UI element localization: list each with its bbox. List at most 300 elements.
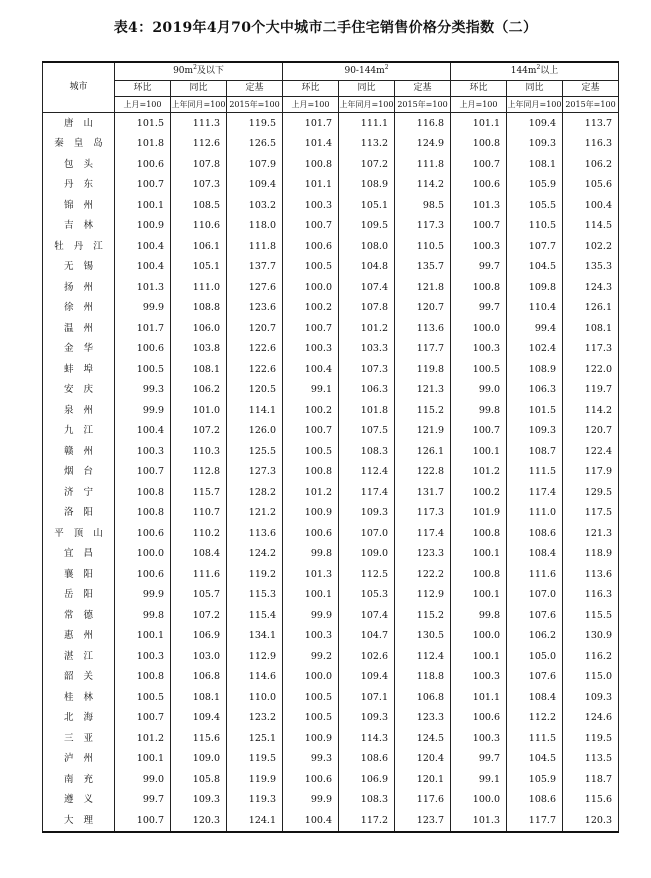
table-row	[43, 646, 619, 667]
sub-header-yoy: 同比	[339, 81, 395, 97]
index-value-cell: 121.3	[563, 523, 619, 544]
table-row	[43, 790, 619, 811]
index-value-cell: 104.5	[507, 749, 563, 770]
index-value-cell: 128.2	[227, 482, 283, 503]
index-value-cell: 100.7	[115, 810, 171, 832]
index-value-cell: 100.0	[283, 277, 339, 298]
index-value-cell: 107.2	[171, 421, 227, 442]
index-value-cell: 100.4	[283, 359, 339, 380]
index-value-cell: 99.8	[451, 400, 507, 421]
group-label: 90m	[173, 66, 194, 76]
index-value-cell: 124.6	[563, 708, 619, 729]
group-sup: 2	[536, 64, 541, 71]
index-value-cell: 119.5	[563, 728, 619, 749]
header-row-sub	[43, 81, 619, 97]
city-cell: 扬州	[43, 277, 115, 298]
sub-header-mom: 环比	[451, 81, 507, 97]
index-value-cell: 102.4	[507, 339, 563, 360]
index-value-cell: 99.8	[115, 605, 171, 626]
index-value-cell: 120.5	[227, 380, 283, 401]
group-label: 90-144m	[344, 66, 385, 76]
index-value-cell: 100.3	[283, 195, 339, 216]
index-value-cell: 111.0	[507, 503, 563, 524]
index-value-cell: 109.3	[171, 790, 227, 811]
index-value-cell: 119.9	[227, 769, 283, 790]
city-cell: 岳阳	[43, 585, 115, 606]
table-row	[43, 400, 619, 421]
table-row	[43, 585, 619, 606]
city-cell: 洛阳	[43, 503, 115, 524]
index-value-cell: 107.5	[339, 421, 395, 442]
index-value-cell: 99.9	[115, 400, 171, 421]
index-value-cell: 100.5	[283, 441, 339, 462]
index-value-cell: 110.5	[395, 236, 451, 257]
index-value-cell: 112.8	[171, 462, 227, 483]
index-value-cell: 100.1	[115, 626, 171, 647]
base-header: 上月=100	[283, 97, 339, 113]
sub-header-yoy: 同比	[507, 81, 563, 97]
index-value-cell: 125.1	[227, 728, 283, 749]
index-value-cell: 101.2	[451, 462, 507, 483]
index-value-cell: 100.0	[451, 790, 507, 811]
index-value-cell: 105.7	[171, 585, 227, 606]
group-sup: 2	[384, 64, 389, 71]
index-value-cell: 99.0	[115, 769, 171, 790]
index-value-cell: 126.0	[227, 421, 283, 442]
index-value-cell: 114.5	[563, 216, 619, 237]
table-row	[43, 708, 619, 729]
table-row	[43, 482, 619, 503]
index-value-cell: 100.4	[563, 195, 619, 216]
sub-header-fixed: 定基	[563, 81, 619, 97]
index-value-cell: 100.1	[451, 585, 507, 606]
index-value-cell: 99.9	[283, 605, 339, 626]
table-row	[43, 749, 619, 770]
index-value-cell: 100.0	[451, 318, 507, 339]
index-value-cell: 105.6	[563, 175, 619, 196]
base-header: 上年同月=100	[507, 97, 563, 113]
table-row	[43, 277, 619, 298]
index-value-cell: 101.2	[283, 482, 339, 503]
index-value-cell: 99.9	[115, 585, 171, 606]
index-value-cell: 100.8	[115, 503, 171, 524]
header-row-groups	[43, 62, 619, 81]
index-value-cell: 108.6	[507, 790, 563, 811]
index-value-cell: 115.7	[171, 482, 227, 503]
index-value-cell: 105.1	[339, 195, 395, 216]
table-row	[43, 134, 619, 155]
table-row	[43, 667, 619, 688]
index-value-cell: 114.1	[227, 400, 283, 421]
index-value-cell: 108.7	[507, 441, 563, 462]
city-cell: 遵义	[43, 790, 115, 811]
index-value-cell: 106.8	[395, 687, 451, 708]
index-value-cell: 99.2	[283, 646, 339, 667]
sub-header-mom: 环比	[283, 81, 339, 97]
base-header: 2015年=100	[563, 97, 619, 113]
index-value-cell: 117.7	[507, 810, 563, 832]
index-value-cell: 100.8	[115, 482, 171, 503]
index-value-cell: 119.8	[395, 359, 451, 380]
index-value-cell: 99.4	[507, 318, 563, 339]
index-value-cell: 127.6	[227, 277, 283, 298]
index-value-cell: 100.8	[451, 564, 507, 585]
city-cell: 泉州	[43, 400, 115, 421]
index-value-cell: 100.1	[115, 195, 171, 216]
index-value-cell: 119.7	[563, 380, 619, 401]
index-value-cell: 117.3	[395, 216, 451, 237]
index-value-cell: 122.6	[227, 339, 283, 360]
index-value-cell: 108.4	[171, 544, 227, 565]
city-cell: 韶关	[43, 667, 115, 688]
index-value-cell: 101.1	[283, 175, 339, 196]
index-value-cell: 101.2	[115, 728, 171, 749]
index-value-cell: 137.7	[227, 257, 283, 278]
index-value-cell: 120.3	[171, 810, 227, 832]
index-value-cell: 103.2	[227, 195, 283, 216]
index-value-cell: 111.6	[507, 564, 563, 585]
sub-header-mom: 环比	[115, 81, 171, 97]
index-value-cell: 101.9	[451, 503, 507, 524]
index-value-cell: 111.3	[171, 113, 227, 134]
city-cell: 襄阳	[43, 564, 115, 585]
index-value-cell: 117.4	[507, 482, 563, 503]
index-value-cell: 108.5	[171, 195, 227, 216]
index-value-cell: 115.0	[563, 667, 619, 688]
base-header: 2015年=100	[395, 97, 451, 113]
index-value-cell: 109.0	[171, 749, 227, 770]
index-value-cell: 116.8	[395, 113, 451, 134]
index-value-cell: 100.5	[283, 708, 339, 729]
group-sup: 2	[193, 64, 197, 71]
index-value-cell: 113.6	[227, 523, 283, 544]
index-value-cell: 112.5	[339, 564, 395, 585]
index-value-cell: 101.1	[451, 113, 507, 134]
index-value-cell: 101.4	[283, 134, 339, 155]
index-value-cell: 109.5	[339, 216, 395, 237]
index-value-cell: 109.3	[339, 708, 395, 729]
index-value-cell: 105.8	[171, 769, 227, 790]
index-value-cell: 120.4	[395, 749, 451, 770]
index-value-cell: 108.3	[339, 441, 395, 462]
index-value-cell: 122.4	[563, 441, 619, 462]
index-value-cell: 126.1	[395, 441, 451, 462]
index-value-cell: 135.3	[563, 257, 619, 278]
index-value-cell: 109.4	[507, 113, 563, 134]
index-value-cell: 100.7	[451, 421, 507, 442]
index-value-cell: 102.2	[563, 236, 619, 257]
index-value-cell: 124.1	[227, 810, 283, 832]
index-value-cell: 106.2	[171, 380, 227, 401]
index-value-cell: 106.2	[563, 154, 619, 175]
base-header: 上年同月=100	[339, 97, 395, 113]
index-value-cell: 122.6	[227, 359, 283, 380]
index-value-cell: 100.5	[115, 687, 171, 708]
index-value-cell: 100.8	[451, 523, 507, 544]
index-value-cell: 99.7	[451, 749, 507, 770]
index-value-cell: 100.2	[451, 482, 507, 503]
index-value-cell: 100.5	[283, 687, 339, 708]
index-value-cell: 100.7	[283, 318, 339, 339]
index-value-cell: 110.0	[227, 687, 283, 708]
index-value-cell: 109.3	[563, 687, 619, 708]
index-value-cell: 126.5	[227, 134, 283, 155]
table-row	[43, 769, 619, 790]
index-value-cell: 114.2	[563, 400, 619, 421]
index-value-cell: 111.0	[171, 277, 227, 298]
index-value-cell: 100.9	[115, 216, 171, 237]
index-value-cell: 106.9	[171, 626, 227, 647]
index-value-cell: 108.1	[507, 154, 563, 175]
index-value-cell: 103.0	[171, 646, 227, 667]
index-value-cell: 113.2	[339, 134, 395, 155]
index-value-cell: 106.9	[339, 769, 395, 790]
index-value-cell: 108.4	[507, 544, 563, 565]
index-value-cell: 116.2	[563, 646, 619, 667]
index-value-cell: 112.6	[171, 134, 227, 155]
index-value-cell: 100.6	[283, 769, 339, 790]
index-value-cell: 118.8	[395, 667, 451, 688]
table-row	[43, 257, 619, 278]
group-header-medium	[283, 62, 451, 81]
index-value-cell: 108.4	[507, 687, 563, 708]
city-cell: 包头	[43, 154, 115, 175]
index-value-cell: 108.9	[507, 359, 563, 380]
table-row	[43, 236, 619, 257]
index-value-cell: 109.3	[339, 503, 395, 524]
index-value-cell: 100.3	[115, 646, 171, 667]
index-value-cell: 115.2	[395, 400, 451, 421]
index-value-cell: 115.6	[171, 728, 227, 749]
index-value-cell: 115.6	[563, 790, 619, 811]
table-row	[43, 626, 619, 647]
city-cell: 大理	[43, 810, 115, 832]
index-value-cell: 122.2	[395, 564, 451, 585]
index-value-cell: 121.8	[395, 277, 451, 298]
index-value-cell: 113.6	[395, 318, 451, 339]
index-value-cell: 100.5	[115, 359, 171, 380]
index-value-cell: 131.7	[395, 482, 451, 503]
index-value-cell: 122.8	[395, 462, 451, 483]
index-value-cell: 100.5	[451, 359, 507, 380]
index-value-cell: 106.0	[171, 318, 227, 339]
index-value-cell: 101.7	[115, 318, 171, 339]
table-row	[43, 298, 619, 319]
index-value-cell: 107.2	[339, 154, 395, 175]
index-value-cell: 100.6	[451, 708, 507, 729]
index-value-cell: 115.3	[227, 585, 283, 606]
index-value-cell: 104.7	[339, 626, 395, 647]
table-row	[43, 564, 619, 585]
index-value-cell: 107.8	[171, 154, 227, 175]
index-value-cell: 100.7	[283, 421, 339, 442]
index-value-cell: 100.3	[115, 441, 171, 462]
city-cell: 烟台	[43, 462, 115, 483]
table-row	[43, 728, 619, 749]
index-value-cell: 100.4	[115, 236, 171, 257]
index-value-cell: 111.8	[395, 154, 451, 175]
index-value-cell: 100.3	[451, 667, 507, 688]
index-value-cell: 119.2	[227, 564, 283, 585]
index-value-cell: 100.7	[283, 216, 339, 237]
index-value-cell: 100.4	[283, 810, 339, 832]
city-cell: 丹东	[43, 175, 115, 196]
city-cell: 湛江	[43, 646, 115, 667]
index-value-cell: 103.8	[171, 339, 227, 360]
index-value-cell: 109.3	[507, 134, 563, 155]
index-value-cell: 124.2	[227, 544, 283, 565]
index-value-cell: 108.1	[171, 359, 227, 380]
index-value-cell: 100.7	[115, 175, 171, 196]
city-cell: 吉林	[43, 216, 115, 237]
index-value-cell: 106.1	[171, 236, 227, 257]
index-value-cell: 108.1	[171, 687, 227, 708]
table-row	[43, 339, 619, 360]
index-value-cell: 117.7	[395, 339, 451, 360]
index-value-cell: 100.1	[451, 441, 507, 462]
index-value-cell: 101.8	[115, 134, 171, 155]
index-value-cell: 107.2	[171, 605, 227, 626]
table-row	[43, 421, 619, 442]
city-cell: 安庆	[43, 380, 115, 401]
index-value-cell: 120.3	[563, 810, 619, 832]
city-cell: 秦皇岛	[43, 134, 115, 155]
index-value-cell: 119.5	[227, 749, 283, 770]
index-value-cell: 101.1	[451, 687, 507, 708]
city-cell: 北海	[43, 708, 115, 729]
index-value-cell: 100.6	[451, 175, 507, 196]
city-cell: 南充	[43, 769, 115, 790]
index-value-cell: 114.6	[227, 667, 283, 688]
table-row	[43, 523, 619, 544]
index-value-cell: 99.8	[283, 544, 339, 565]
city-cell: 九江	[43, 421, 115, 442]
index-value-cell: 100.1	[451, 646, 507, 667]
index-value-cell: 99.7	[451, 298, 507, 319]
table-row	[43, 605, 619, 626]
table-row	[43, 441, 619, 462]
index-value-cell: 105.3	[339, 585, 395, 606]
index-value-cell: 114.3	[339, 728, 395, 749]
index-value-cell: 99.8	[451, 605, 507, 626]
price-index-table	[42, 61, 619, 833]
index-value-cell: 110.6	[171, 216, 227, 237]
group-suffix: 及以下	[196, 66, 224, 76]
index-value-cell: 110.3	[171, 441, 227, 462]
index-value-cell: 120.7	[395, 298, 451, 319]
index-value-cell: 118.0	[227, 216, 283, 237]
index-value-cell: 111.5	[507, 728, 563, 749]
city-cell: 平顶山	[43, 523, 115, 544]
index-value-cell: 117.9	[563, 462, 619, 483]
index-value-cell: 106.3	[507, 380, 563, 401]
index-value-cell: 124.3	[563, 277, 619, 298]
index-value-cell: 123.6	[227, 298, 283, 319]
index-value-cell: 129.5	[563, 482, 619, 503]
index-value-cell: 99.9	[283, 790, 339, 811]
base-header: 上月=100	[451, 97, 507, 113]
index-value-cell: 100.8	[283, 154, 339, 175]
city-cell: 无锡	[43, 257, 115, 278]
index-value-cell: 100.7	[451, 216, 507, 237]
index-value-cell: 130.9	[563, 626, 619, 647]
index-value-cell: 101.3	[115, 277, 171, 298]
index-value-cell: 112.9	[227, 646, 283, 667]
index-value-cell: 100.7	[115, 462, 171, 483]
index-value-cell: 112.4	[395, 646, 451, 667]
index-value-cell: 100.6	[115, 564, 171, 585]
index-value-cell: 100.8	[283, 462, 339, 483]
index-value-cell: 113.7	[563, 113, 619, 134]
index-value-cell: 106.3	[339, 380, 395, 401]
index-value-cell: 100.0	[115, 544, 171, 565]
table-row	[43, 503, 619, 524]
index-value-cell: 99.3	[115, 380, 171, 401]
group-label: 144m	[510, 66, 537, 76]
index-value-cell: 100.5	[283, 257, 339, 278]
index-value-cell: 100.3	[283, 339, 339, 360]
index-value-cell: 117.4	[339, 482, 395, 503]
index-value-cell: 117.6	[395, 790, 451, 811]
city-column-header: 城市	[43, 62, 115, 113]
index-value-cell: 101.5	[507, 400, 563, 421]
sub-header-fixed: 定基	[227, 81, 283, 97]
index-value-cell: 100.4	[115, 421, 171, 442]
index-value-cell: 107.4	[339, 277, 395, 298]
index-value-cell: 99.1	[451, 769, 507, 790]
index-value-cell: 101.3	[283, 564, 339, 585]
index-value-cell: 114.2	[395, 175, 451, 196]
index-value-cell: 110.4	[507, 298, 563, 319]
index-value-cell: 109.4	[339, 667, 395, 688]
index-value-cell: 121.2	[227, 503, 283, 524]
index-value-cell: 118.9	[563, 544, 619, 565]
index-value-cell: 99.1	[283, 380, 339, 401]
city-cell: 宜昌	[43, 544, 115, 565]
sub-header-yoy: 同比	[171, 81, 227, 97]
index-value-cell: 100.0	[451, 626, 507, 647]
index-value-cell: 100.6	[283, 236, 339, 257]
index-value-cell: 100.1	[283, 585, 339, 606]
index-value-cell: 107.8	[339, 298, 395, 319]
index-value-cell: 119.3	[227, 790, 283, 811]
table-row	[43, 154, 619, 175]
index-value-cell: 100.9	[283, 728, 339, 749]
page-title: 表4：2019年4月70个大中城市二手住宅销售价格分类指数（二）	[113, 20, 538, 36]
city-cell: 徐州	[43, 298, 115, 319]
index-value-cell: 101.7	[283, 113, 339, 134]
index-value-cell: 101.0	[171, 400, 227, 421]
index-value-cell: 116.3	[563, 585, 619, 606]
index-value-cell: 99.3	[283, 749, 339, 770]
index-value-cell: 109.8	[507, 277, 563, 298]
index-value-cell: 100.3	[451, 339, 507, 360]
index-value-cell: 122.0	[563, 359, 619, 380]
index-value-cell: 109.4	[171, 708, 227, 729]
index-value-cell: 98.5	[395, 195, 451, 216]
index-value-cell: 101.3	[451, 810, 507, 832]
index-value-cell: 107.6	[507, 667, 563, 688]
index-value-cell: 111.5	[507, 462, 563, 483]
index-value-cell: 113.6	[563, 564, 619, 585]
index-value-cell: 107.7	[507, 236, 563, 257]
index-value-cell: 105.9	[507, 175, 563, 196]
index-value-cell: 120.7	[227, 318, 283, 339]
index-value-cell: 101.2	[339, 318, 395, 339]
index-value-cell: 111.1	[339, 113, 395, 134]
group-header-large	[451, 62, 619, 81]
index-value-cell: 104.5	[507, 257, 563, 278]
